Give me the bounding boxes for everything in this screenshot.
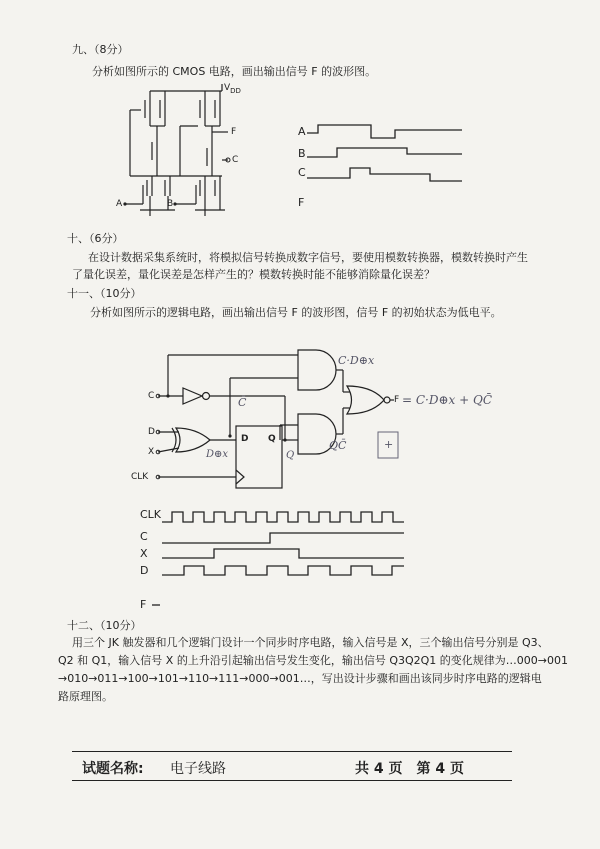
- wave-a-label: A: [298, 125, 306, 138]
- footer-bottom-rule: [72, 780, 512, 781]
- wave-clk-label: CLK: [140, 508, 162, 521]
- q11-text: 分析如图所示的逻辑电路，画出输出信号 F 的波形图，信号 F 的初始状态为低电平。: [90, 306, 502, 319]
- q10-line1: 在设计数据采集系统时，将模拟信号转换成数字信号，要使用模数转换器，模数转换时产生: [88, 251, 528, 264]
- input-b-label: B: [167, 199, 174, 209]
- ff-d-label: D: [241, 434, 249, 444]
- q12-line2: Q2 和 Q1，输入信号 X 的上升沿引起输出信号发生变化，输出信号 Q3Q2Q1 的变化规律为…000→001: [58, 654, 569, 667]
- output-f-label: F: [394, 395, 400, 405]
- note-output-expression: = C·D⊕x + QC̄: [402, 393, 493, 407]
- q10-line2: 了量化误差，量化误差是怎样产生的？模数转换时能不能够消除量化误差？: [72, 268, 435, 281]
- note-and1: C·D⊕x: [338, 354, 375, 367]
- wave-b-label: B: [298, 147, 306, 160]
- q12-heading: 十二、（10分）: [67, 619, 142, 632]
- note-cbar: C̄: [238, 396, 247, 409]
- input-d-label: D: [148, 427, 155, 437]
- wave-c-label: C: [140, 530, 148, 543]
- wave-c: [162, 533, 404, 543]
- q12-line4: 路原理图。: [58, 690, 113, 703]
- wave-x-label: X: [140, 547, 148, 560]
- vdd-label: $V_{DD}$: [224, 83, 241, 95]
- note-box: +: [384, 438, 394, 451]
- q10-heading: 十、（6分）: [67, 232, 124, 245]
- q9-text: 分析如图所示的 CMOS 电路，画出输出信号 F 的波形图。: [92, 65, 377, 78]
- q12-line3: →010→011→100→101→110→111→000→001…，写出设计步骤和画出该同步时序电路的逻辑电: [58, 672, 542, 685]
- wave-clk: [162, 512, 404, 522]
- wave-d-label: D: [140, 564, 149, 577]
- wave-d: [162, 566, 404, 575]
- note-q: Q: [286, 450, 295, 461]
- wave-x: [162, 549, 404, 558]
- footer-top-rule: [72, 751, 512, 752]
- wave-f-label: F: [298, 196, 305, 209]
- page-count: 共 4 页 第 4 页: [355, 761, 464, 777]
- wave-c-label: C: [298, 166, 306, 179]
- wave-f-label: F: [140, 598, 147, 611]
- input-x-label: X: [148, 447, 155, 457]
- q12-line1: 用三个 JK 触发器和几个逻辑门设计一个同步时序电路，输入信号是 X，三个输出信号分别是 Q3、: [72, 636, 549, 649]
- exam-name-value: 电子线路: [170, 761, 226, 777]
- exam-name-label: 试题名称:: [82, 761, 144, 777]
- input-a-label: A: [116, 199, 123, 209]
- input-clk-label: CLK: [131, 472, 149, 482]
- input-c-label: C: [148, 391, 155, 401]
- note-and2: QC̄: [329, 439, 347, 452]
- note-dxorx: D⊕x: [206, 449, 229, 460]
- ff-q-label: Q: [268, 434, 276, 444]
- output-f-label: F: [231, 127, 237, 137]
- input-c-label: C: [232, 155, 239, 165]
- q9-heading: 九、（8分）: [72, 43, 129, 56]
- q11-heading: 十一、（10分）: [67, 287, 142, 300]
